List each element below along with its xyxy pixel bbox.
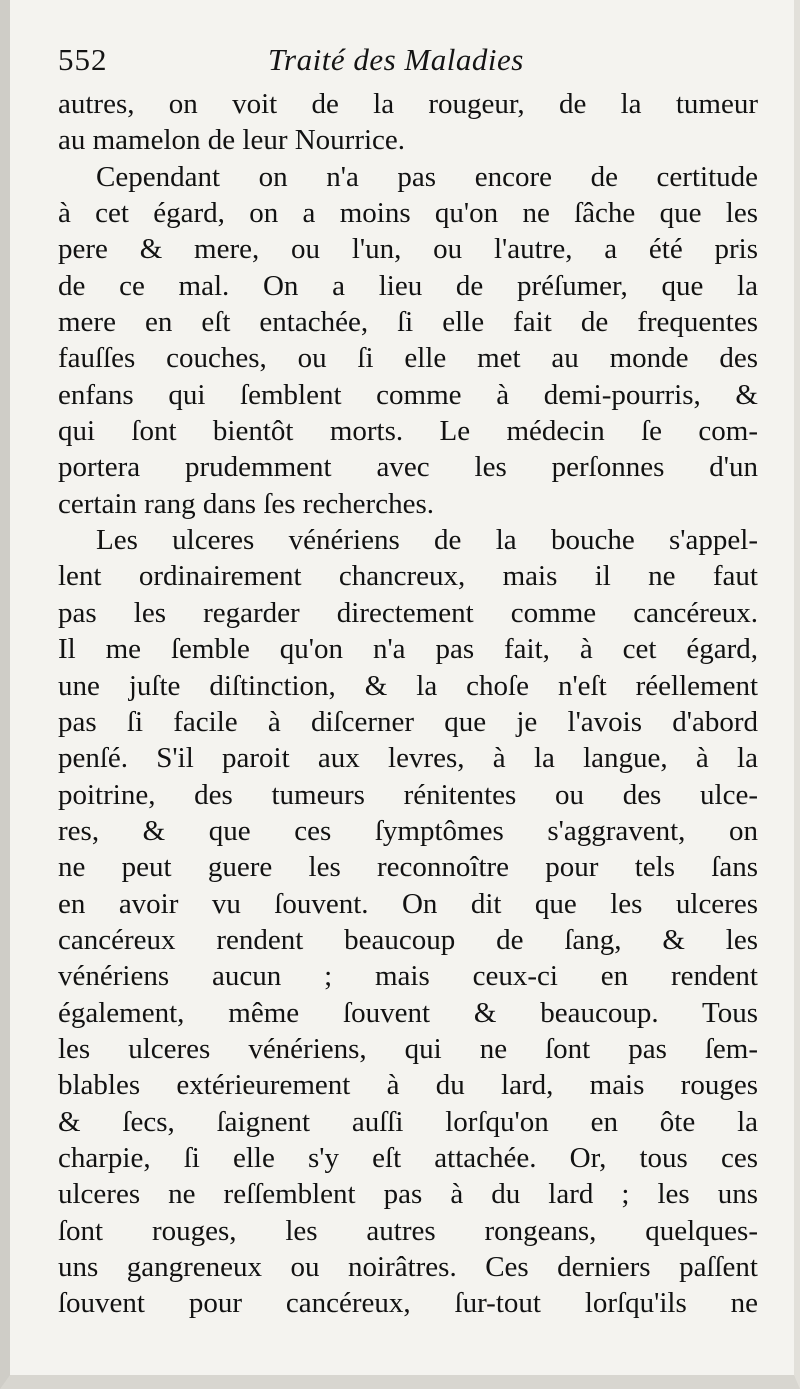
running-head: Traité des Maladies	[268, 42, 524, 77]
text-line: les ulceres vénériens, qui ne ſont pas ſem-	[58, 1032, 758, 1065]
text-line: de ce mal. On a lieu de préſumer, que la	[58, 269, 758, 302]
text-line: pere & mere, ou l'un, ou l'autre, a été pris	[58, 233, 758, 266]
text-line: Cependant on n'a pas encore de certitude	[96, 160, 758, 193]
text-line: fauſſes couches, ou ſi elle met au monde des	[58, 342, 758, 375]
text-line: enfans qui ſemblent comme à demi-pourris, &	[58, 378, 758, 411]
text-line: poitrine, des tumeurs rénitentes ou des ulce-	[58, 778, 758, 811]
text-line: certain rang dans ſes recherches.	[58, 487, 434, 520]
text-line: ſouvent pour cancéreux, ſur-tout lorſqu'ils ne	[58, 1287, 758, 1320]
text-line: charpie, ſi elle s'y eſt attachée. Or, tous ces	[58, 1141, 758, 1174]
text-line: mere en eſt entachée, ſi elle fait de frequentes	[58, 306, 758, 339]
text-line: pas les regarder directement comme cancéreux.	[58, 596, 758, 629]
text-line: également, même ſouvent & beaucoup. Tous	[58, 996, 758, 1029]
text-line: ulceres ne reſſemblent pas à du lard ; les uns	[58, 1178, 758, 1211]
text-line: cancéreux rendent beaucoup de ſang, & les	[58, 923, 758, 956]
body-text	[58, 86, 758, 1322]
text-line: & ſecs, ſaignent auſſi lorſqu'on en ôte la	[58, 1105, 758, 1138]
text-line: en avoir vu ſouvent. On dit que les ulceres	[58, 887, 758, 920]
text-line: à cet égard, on a moins qu'on ne ſâche que les	[58, 197, 758, 230]
text-line: vénériens aucun ; mais ceux-ci en rendent	[58, 960, 758, 993]
text-line: penſé. S'il paroit aux levres, à la langue, à la	[58, 742, 758, 775]
text-line: ſont rouges, les autres rongeans, quelques-	[58, 1214, 758, 1247]
text-line: portera prudemment avec les perſonnes d'un	[58, 451, 758, 484]
page-number: 552	[58, 42, 108, 77]
text-line: res, & que ces ſymptômes s'aggravent, on	[58, 814, 758, 847]
text-line: Les ulceres vénériens de la bouche s'appel-	[96, 524, 758, 557]
text-line: pas ſi facile à diſcerner que je l'avois d'abord	[58, 705, 758, 738]
text-line: au mamelon de leur Nourrice.	[58, 124, 406, 157]
text-line: qui ſont bientôt morts. Le médecin ſe com-	[58, 415, 758, 448]
text-line: autres, on voit de la rougeur, de la tumeur	[58, 88, 758, 120]
text-line: blables extérieurement à du lard, mais rouges	[58, 1069, 758, 1102]
text-line: une juſte diſtinction, & la choſe n'eſt réellement	[58, 669, 758, 702]
text-line: uns gangreneux ou noirâtres. Ces derniers paſſent	[58, 1251, 758, 1283]
text-line: Il me ſemble qu'on n'a pas fait, à cet égard,	[58, 633, 758, 666]
page-header	[58, 42, 758, 82]
text-line: ne peut guere les reconnoître pour tels ſans	[58, 851, 758, 884]
text-line: lent ordinairement chancreux, mais il ne faut	[58, 560, 758, 593]
